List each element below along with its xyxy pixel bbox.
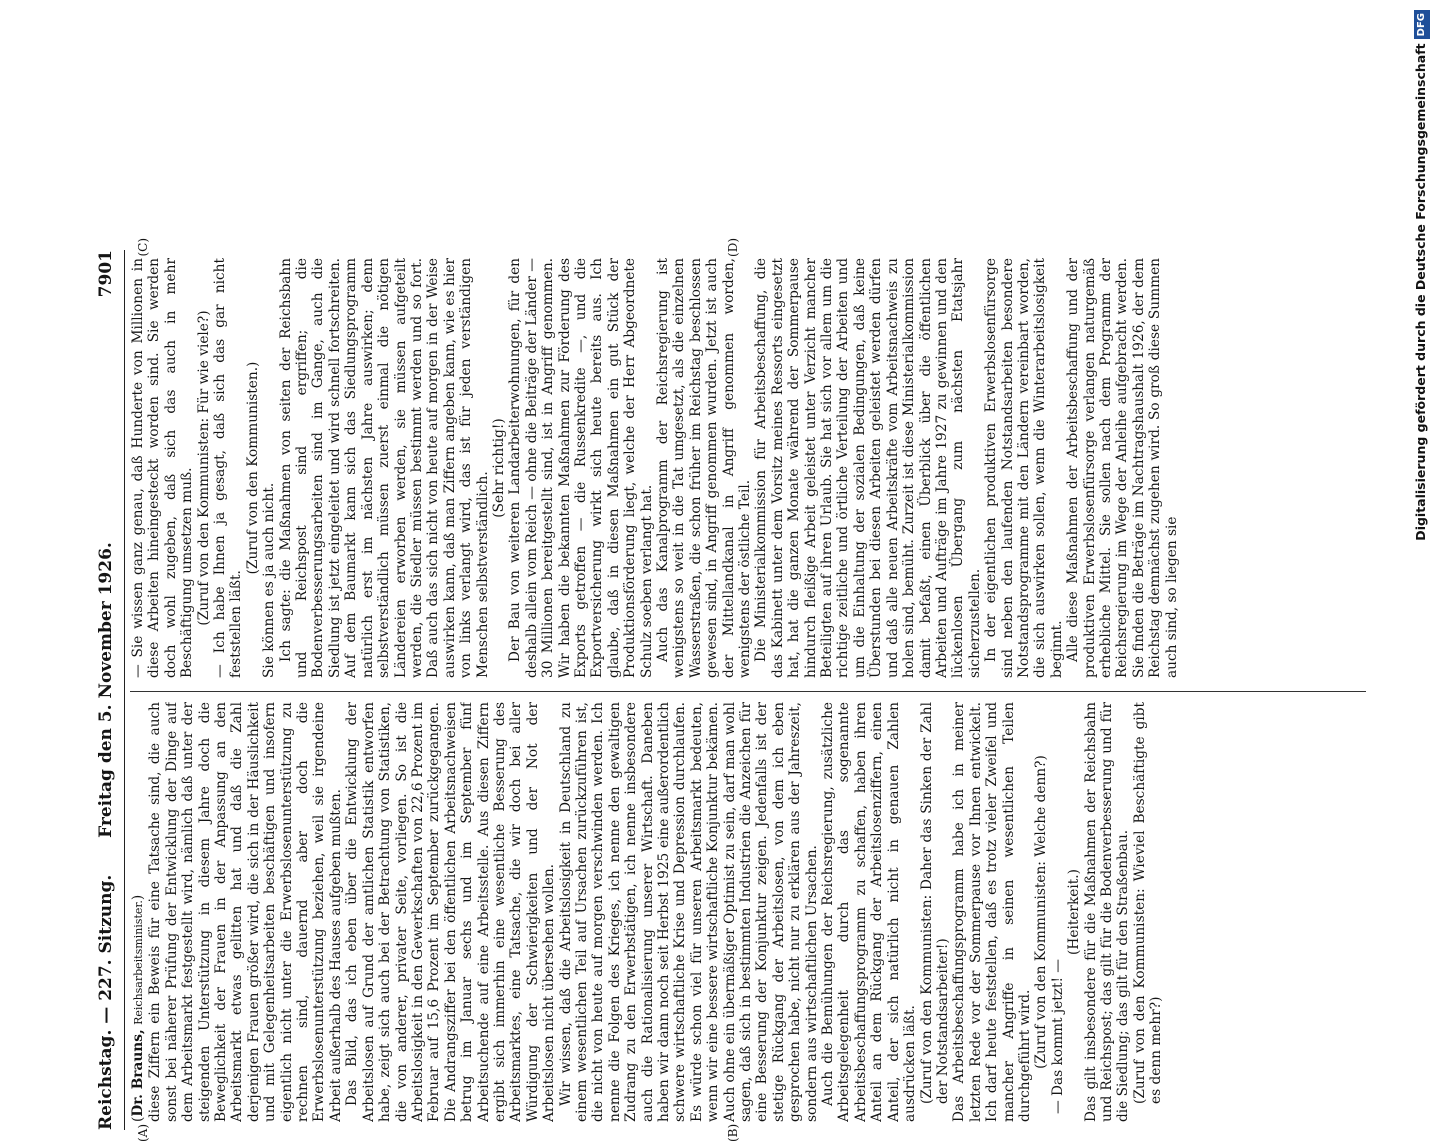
paragraph: — Ich habe Ihnen ja gesagt, daß sich das gar nicht feststellen läßt. bbox=[212, 258, 245, 678]
speaker-name: Dr. Brauns, bbox=[130, 1029, 146, 1117]
paragraph: Der Bau von weiteren Landarbeiterwohnungen, für den deshalb allein vom Reich — ohne die Beiträge der Länder — 30 Millionen bereitgestellt sind, ist in Angriff genommen. Wir haben die bekannten Maßnahmen zur Förderung des Exports getroffen — die Russenkredite —, und die Exportversicherung wirkt sich heute bereits aus. Ich glaube, daß in diesen Maßnahmen ein gut Stück der Produktionsförderung liegt, welche der Herr Abgeordnete Schulz soeben verlangt hat. bbox=[507, 258, 655, 678]
margin-marker-d: (D) bbox=[726, 238, 740, 257]
page-number: 7901 bbox=[96, 250, 116, 298]
digitization-credit bbox=[1410, 10, 1432, 990]
paragraph: Auch die Bemühungen der Reichsregierung, zusätzliche Arbeitsgelegenheit durch das sogenannte Arbeitsbeschaffungsprogramm zu schaffen, haben ihren Anteil an dem Rückgang der Arbeitslosenziffern, einen Anteil, der sich natürlich nicht in genauen Zahlen ausdrücken läßt. bbox=[820, 702, 919, 1122]
paragraph: Wir wissen, daß die Arbeitslosigkeit in Deutschland zu einem wesentlichen Teil auf Ursachen zurückzuführen ist, die nicht von heute auf morgen verschwinden werden. Ich nenne die Folgen des Krieges, ich nenne den gewaltigen Zudrang zu den Erwerbstätigen, ich nenne insbesondere auch die Rationalisierung unserer Wirtschaft. Daneben haben wir dann noch seit Herbst 1925 eine außerordentlich schwere wirtschaftliche Krise und Depression durchlaufen. Es würde schon viel für unseren Arbeitsmarkt bedeuten, wenn wir eine bessere wirtschaftliche Konjunktur bekämen. Auch ohne ein übermäßiger Optimist zu sein, darf man wohl sagen, daß sich in bestimmten Industrien die Anzeichen für eine Besserung der Konjunktur zeigen. Jedenfalls ist der stetige Rückgang der Arbeitslosen, von dem ich eben gesprochen habe, nicht nur zu erklären aus der Jahreszeit, sondern aus wirtschaftlichen Ursachen. bbox=[557, 702, 820, 1122]
paragraph: Das Arbeitsbeschaffungsprogramm habe ich in meiner letzten Rede vor der Sommerpause vor Ihnen entwickelt. Ich darf heute feststellen, daß es trotz vieler Zweifel und mancher Angriffe in seinen wesentlichen Teilen durchgeführt wird. bbox=[951, 702, 1033, 1122]
paragraph: Ich sagte: die Maßnahmen von seiten der Reichsbahn und Reichspost sind ergriffen; die Bodenverbesserungsarbeiten sind im Gange, auch die Siedlung ist jetzt eingeleitet und wird schnell fortschreiten. Auf dem Baumarkt kann sich das Siedlungsprogramm natürlich erst im nächsten Jahre auswirken; denn selbstverständlich müssen zuerst einmal die nötigen Ländereien erworben werden, sie müssen aufgeteilt werden, die Siedler müssen bestimmt werden und so fort. Daß auch das sich nicht von heute auf morgen in der Weise auswirken kann, daß man Ziffern angeben kann, wie es hier von links verlangt wird, das ist für jeden verständigen Menschen selbstverständlich. bbox=[277, 258, 491, 678]
margin-marker-c: (C) bbox=[136, 238, 150, 257]
paragraph: — Sie wissen ganz genau, daß Hunderte von Millionen in diese Arbeiten hineingesteckt worden sind. Sie werden doch wohl zugeben, daß sich das auch in mehr Beschäftigung umsetzen muß. bbox=[130, 258, 196, 678]
speaker-role: Reichsarbeitsminister. bbox=[132, 900, 145, 1025]
left-column bbox=[130, 702, 1366, 1122]
interjection: (Zuruf von den Kommunisten: Welche denn?) bbox=[1033, 755, 1050, 1069]
remark: — Das kommt jetzt! — bbox=[1049, 959, 1066, 1114]
interjection: (Heiterkeit.) bbox=[1066, 869, 1083, 955]
header-rule bbox=[124, 250, 125, 1130]
interjection: (Zuruf von den Kommunisten.) bbox=[244, 361, 261, 575]
credit-text: Digitalisierung gefördert durch die Deutsche Forschungsgemeinschaft bbox=[1413, 43, 1428, 541]
header-date: Freitag den 5. November 1926. bbox=[96, 542, 116, 838]
paragraph: In der eigentlichen produktiven Erwerbslosenfürsorge sind neben den laufenden Notstandsarbeiten besondere Notstandsprogramme mit den Ländern vereinbart worden, die sich auswirken sollen, wenn die Winterarbeitslosigkeit beginnt. bbox=[983, 258, 1065, 678]
interjection: (Zuruf von den Kommunisten: Daher das Sinken der Zahl der Notstandsarbeiter!) bbox=[918, 702, 951, 1104]
margin-marker-a: (A) bbox=[136, 1123, 150, 1142]
paragraph: Das Bild, das ich eben über die Entwicklung der Arbeitslosen auf Grund der amtlichen Statistik entworfen habe, zeigt sich auch bei der Betrachtung von Statistiken, die von anderer, privater Seite, vorliegen. So ist die Arbeitslosigkeit in den Gewerkschaften von 22,6 Prozent im Februar auf 15,6 Prozent im September zurückgegangen. Die Andrangsziffer bei den öffentlichen Arbeitsnachweisen betrug im Januar sechs und im September fünf Arbeitsuchende auf eine Arbeitsstelle. Aus diesen Ziffern ergibt sich immerhin eine wesentliche Besserung des Arbeitsmarktes, eine Tatsache, die wir doch bei aller Würdigung der Schwierigkeiten und der Not der Arbeitslosen nicht übersehen wollen. bbox=[344, 702, 558, 1122]
interjection: (Sehr richtig!) bbox=[490, 418, 507, 518]
interjection: (Zuruf von den Kommunisten: Für wie viele?) bbox=[195, 310, 212, 626]
paragraph: Das gilt insbesondere für die Maßnahmen der Reichsbahn und Reichspost; das gilt für die Bodenverbesserung und für die Siedlung; das gilt für den Straßenbau. bbox=[1082, 702, 1132, 1122]
paragraph: Die Ministerialkommission für Arbeitsbeschaffung, die das Kabinett unter dem Vorsitz meines Ressorts eingesetzt hat, hat die ganzen Monate während der Sommerpause hindurch fleißige Arbeit geleistet unter Verzicht mancher Beteiligten auf ihren Urlaub. Sie hat sich vor allem um die richtige zeitliche und örtliche Verteilung der Arbeiten und um die Einhaltung der sozialen Bedingungen, daß keine Überstunden bei diesen Arbeiten geleistet werden dürfen und daß alle neuen Arbeitskräfte vom Arbeitsnachweis zu holen sind, bemüht. Zurzeit ist diese Ministerialkommission damit befaßt, einen Überblick über die öffentlichen Arbeiten und Aufträge im Jahre 1927 zu gewinnen und den lückenlosen Übergang zum nächsten Etatsjahr sicherzustellen. bbox=[753, 258, 983, 678]
paragraph: diese Ziffern ein Beweis für eine Tatsache sind, die auch sonst bei näherer Prüfung der Entwicklung der Dinge auf dem Arbeitsmarkt festgestellt wird, nämlich daß unter der steigenden Unterstützung in diesem Jahre doch die Beweglichkeit der Frauen in der Anpassung an den Arbeitsmarkt etwas gelitten hat und daß die Zahl derjenigen Frauen größer wird, die sich in der Häuslichkeit und mit Gelegenheitsarbeiten beschäftigen und insofern eigentlich nicht unter die Erwerbslosenunterstützung zu rechnen sind, dauernd aber doch die Erwerbslosenunterstützung beziehen, weil sie irgendeine Arbeit außerhalb des Hauses aufgeben mußten. bbox=[147, 702, 344, 1122]
paragraph: Sie können es ja auch nicht. bbox=[261, 482, 278, 678]
column-divider bbox=[130, 691, 1366, 692]
paragraph: Auch das Kanalprogramm der Reichsregierung ist wenigstens so weit in die Tat umgesetzt, als die einzelnen Wasserstraßen, die schon früher im Reichstag beschlossen gewesen sind, in Angriff genommen wurden. Jetzt ist auch der Mittellandkanal in Angriff genommen worden, wenigstens der östliche Teil. bbox=[655, 258, 754, 678]
dfg-logo: DFG bbox=[1414, 10, 1430, 39]
header-session: Reichstag. — 227. Sitzung. bbox=[96, 874, 116, 1130]
page-header bbox=[96, 250, 122, 1130]
document-page bbox=[90, 240, 1370, 1140]
right-column bbox=[130, 258, 1366, 678]
paragraph: Alle diese Maßnahmen der Arbeitsbeschaffung und der produktiven Erwerbslosenfürsorge verlangen naturgemäß erhebliche Mittel. Sie sollen nach dem Programm der Reichsregierung im Wege der Anleihe aufgebracht werden. Sie finden die Beträge im Nachtragshaushalt 1926, der dem Reichstag demnächst zugehen wird. So groß diese Summen auch sind, so liegen sie bbox=[1065, 258, 1180, 678]
interjection: (Zuruf von den Kommunisten: Wieviel Beschäftigte gibt es denn mehr?) bbox=[1131, 702, 1165, 1104]
margin-marker-b: (B) bbox=[726, 1123, 740, 1142]
speaker-line: (Dr. Brauns, Reichsarbeitsminister.) bbox=[130, 894, 146, 1122]
